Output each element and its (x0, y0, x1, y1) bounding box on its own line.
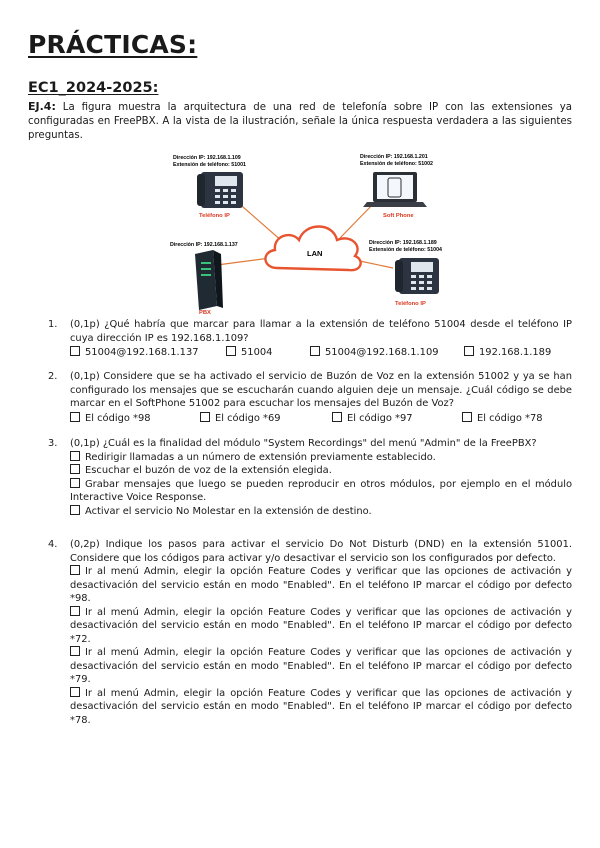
option-text: Ir al menú Admin, elegir la opción Feature Codes y verificar que las opciones de activación y desactivación del servicio están en modo "Enabled". En el teléfono IP marcar el código por defecto *78. (70, 687, 572, 726)
network-diagram (165, 150, 465, 316)
option-text: 51004@192.168.1.137 (85, 347, 199, 358)
question-2 (28, 370, 572, 425)
option-1b[interactable] (226, 346, 272, 360)
option-1c[interactable] (310, 346, 439, 360)
exercise-label: EJ.4: (28, 100, 56, 113)
option-2b[interactable] (200, 412, 281, 426)
options-row (70, 411, 572, 425)
question-number: 4. (48, 539, 58, 550)
options-row (70, 345, 572, 359)
checkbox[interactable] (70, 412, 80, 422)
section-title: EC1_2024-2025: (28, 80, 159, 96)
option-1a[interactable] (70, 346, 199, 360)
phone1-label: Teléfono IP (199, 213, 230, 219)
option-3c[interactable] (70, 478, 572, 505)
option-text: 51004 (241, 347, 273, 358)
option-4d[interactable] (70, 687, 572, 728)
question-3 (28, 437, 572, 518)
checkbox[interactable] (332, 412, 342, 422)
checkbox[interactable] (310, 346, 320, 356)
checkbox[interactable] (70, 646, 80, 656)
option-2a[interactable] (70, 412, 151, 426)
option-text: El código *97 (347, 412, 413, 424)
option-4b[interactable] (70, 606, 572, 647)
question-number: 1. (48, 319, 58, 330)
options-list (70, 451, 572, 519)
option-4c[interactable] (70, 646, 572, 687)
checkbox[interactable] (462, 412, 472, 422)
phone2-label: Teléfono IP (395, 301, 426, 307)
pbx-label: PBX (199, 310, 211, 316)
server-icon (195, 250, 223, 310)
checkbox[interactable] (70, 451, 80, 461)
checkbox[interactable] (464, 346, 474, 356)
option-text: Ir al menú Admin, elegir la opción Feature Codes y verificar que las opciones de activación y desactivación del servicio están en modo "Enabled". En el teléfono IP marcar el código por defecto *98. (70, 566, 572, 604)
exercise-intro (28, 100, 572, 143)
intro-text: La figura muestra la arquitectura de una red de telefonía sobre IP con las extensiones ya configuradas en FreePBX. A la vista de la ilustración, señale la única respuesta verdadera a las siguientes preguntas. (28, 102, 572, 141)
softphone-ip: Dirección IP: 192.168.1.201 (360, 154, 428, 160)
question-stem: (0,1p) ¿Cuál es la finalidad del módulo "System Recordings" del menú "Admin" de la FreePBX? (70, 438, 537, 449)
softphone-ext: Extensión de teléfono: 51002 (360, 161, 434, 167)
option-text: El código *98 (85, 412, 151, 424)
pbx-ip: Dirección IP: 192.168.1.137 (170, 242, 238, 248)
option-text: Activar el servicio No Molestar en la extensión de destino. (85, 505, 372, 517)
laptop-icon (363, 172, 427, 207)
page-title: PRÁCTICAS: (28, 30, 198, 59)
option-text: El código *78 (477, 412, 543, 424)
option-text: Grabar mensajes que luego se pueden reproducir en otros módulos, por ejemplo en el módulo Interactive Voice Response. (70, 478, 572, 503)
option-text: 51004@192.168.1.109 (325, 347, 439, 358)
checkbox[interactable] (226, 346, 236, 356)
option-text: 192.168.1.189 (479, 347, 552, 358)
option-3b[interactable] (70, 464, 572, 478)
option-text: Escuchar el buzón de voz de la extensión elegida. (85, 465, 332, 476)
question-stem: (0,2p) Indique los pasos para activar el servicio Do Not Disturb (DND) en la extensión 51001. Considere que los códigos para activar y/o desactivar el servicio son los configurados por defecto. (70, 539, 572, 564)
checkbox[interactable] (70, 505, 80, 515)
phone1-ip: Dirección IP: 192.168.1.109 (173, 155, 241, 161)
question-stem: (0,1p) Considere que se ha activado el servicio de Buzón de Voz en la extensión 51002 y ya se han configurado los mensajes que se escucharán cuando alguien deje un mensaje. ¿Cuál código se debe marcar en el SoftPhone 51002 para escuchar los mensajes del Buzón de Voz? (70, 371, 572, 409)
checkbox[interactable] (70, 687, 80, 697)
softphone-label: Soft Phone (383, 213, 414, 219)
option-1d[interactable] (464, 346, 551, 360)
checkbox[interactable] (200, 412, 210, 422)
phone1-ext: Extensión de teléfono: 51001 (173, 162, 247, 168)
option-text: Ir al menú Admin, elegir la opción Feature Codes y verificar que las opciones de activación y desactivación del servicio están en modo "Enabled". En el teléfono IP marcar el código por defecto *72. (70, 606, 572, 645)
option-2d[interactable] (462, 412, 543, 426)
checkbox[interactable] (70, 478, 80, 488)
question-stem: (0,1p) ¿Qué habría que marcar para llamar a la extensión de teléfono 51004 desde el teléfono IP cuya dirección IP es 192.168.1.109? (70, 319, 572, 344)
option-3d[interactable] (70, 505, 572, 519)
checkbox[interactable] (70, 346, 80, 356)
option-text: Ir al menú Admin, elegir la opción Feature Codes y verificar que las opciones de activación y desactivación del servicio están en modo "Enabled". En el teléfono IP marcar el código por defecto *79. (70, 647, 572, 685)
option-2c[interactable] (332, 412, 413, 426)
question-4 (28, 538, 572, 727)
checkbox[interactable] (70, 565, 80, 575)
options-list (70, 565, 572, 727)
option-text: El código *69 (215, 412, 281, 424)
question-number: 3. (48, 438, 58, 449)
phone2-ip: Dirección IP: 192.168.1.189 (369, 240, 437, 246)
checkbox[interactable] (70, 606, 80, 616)
option-4a[interactable] (70, 565, 572, 606)
phone2-ext: Extensión de teléfono: 51004 (369, 247, 443, 253)
cloud-label: LAN (307, 249, 323, 258)
ip-phone-icon (197, 172, 243, 208)
question-number: 2. (48, 371, 58, 382)
ip-phone-icon (395, 258, 439, 294)
checkbox[interactable] (70, 464, 80, 474)
option-3a[interactable] (70, 451, 572, 465)
option-text: Redirigir llamadas a un número de extensión previamente establecido. (85, 451, 436, 463)
question-1 (28, 318, 572, 359)
